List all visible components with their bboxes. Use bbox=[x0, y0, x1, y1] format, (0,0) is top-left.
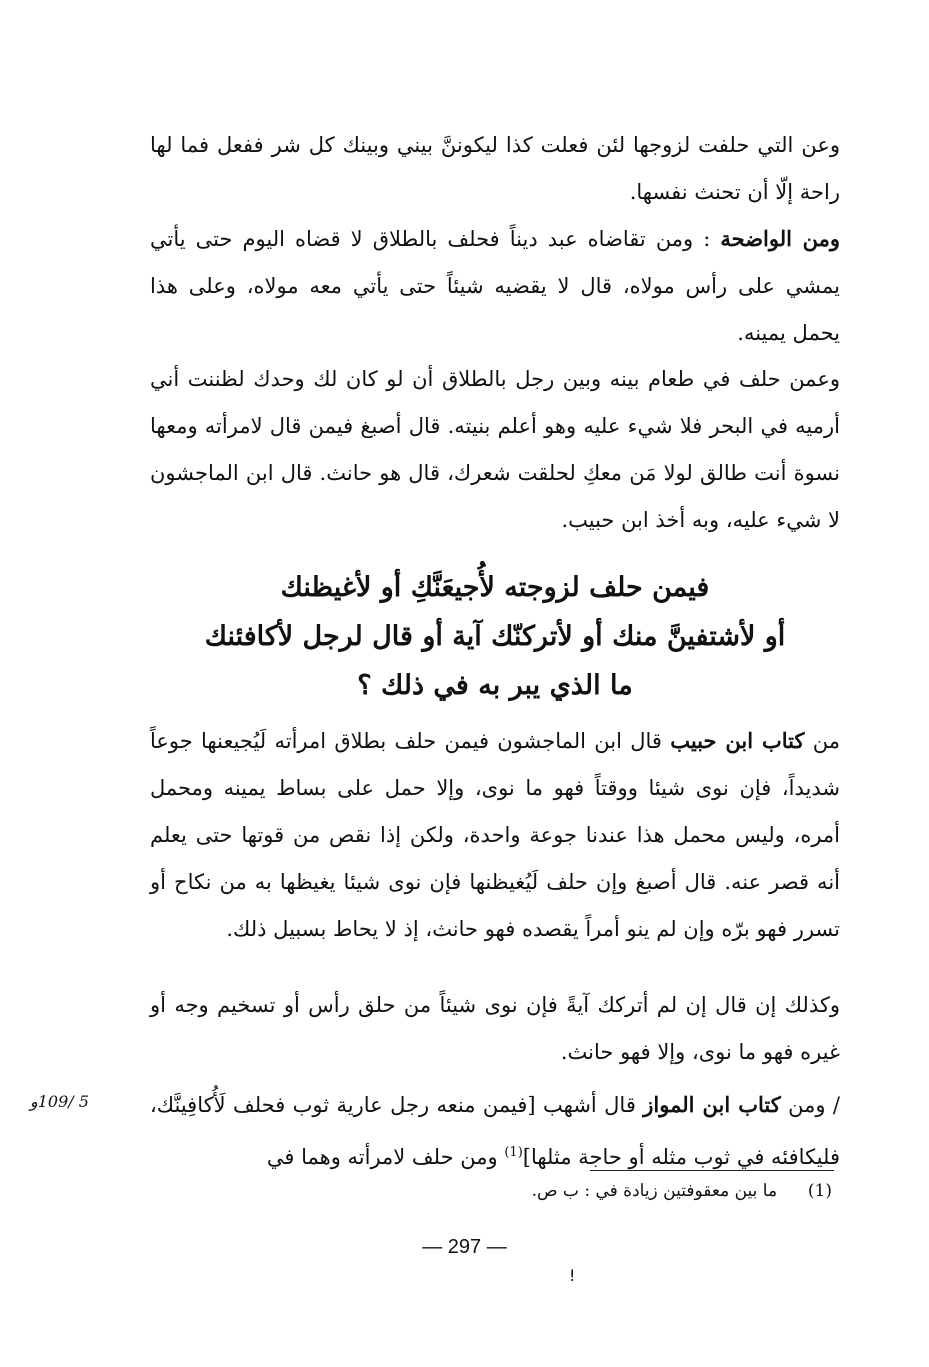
footnote-marker[interactable]: (1) bbox=[504, 1145, 523, 1160]
paragraph-3-text: وعمن حلف في طعام بينه وبين رجل بالطلاق أن لو كان لك وحدك لظننت أني أرميه في البحر فلا شيء عليه وهو أعلم بنيته. قال أصبغ فيمن قال لامرأته ومعها نسوة أنت طالق لولا مَن معكِ لحلقت شعرك، قال هو حانث. قال ابن الماجشون لا شيء عليه، وبه أخذ ابن حبيب. bbox=[150, 367, 840, 532]
paragraph-2-text: : ومن تقاضاه عبد ديناً فحلف بالطلاق لا قضاه اليوم حتى يأتي يمشي على رأس مولاه، قال لا يقضيه شيئاً حتى يأتي معه مولاه، وعلى هذا يحمل يمينه. bbox=[150, 227, 840, 345]
paragraph-6 bbox=[150, 1081, 840, 1181]
paragraph-1 bbox=[150, 122, 840, 216]
page-number: — 297 — bbox=[422, 1236, 507, 1258]
source-al-wadiha: ومن الواضحة bbox=[720, 226, 840, 251]
footnote-divider bbox=[590, 1170, 834, 1171]
paragraph-6-text: قال أشهب [فيمن منعه رجل عارية ثوب فحلف لَأُكافِينَّك، فليكافئه في ثوب مثله أو حاجة مثلها] bbox=[150, 1093, 840, 1169]
manuscript-folio-note: 5 /109و bbox=[30, 1092, 89, 1111]
source-kitab-ibn-habib: كتاب ابن حبيب bbox=[670, 728, 805, 753]
print-mark: ! bbox=[569, 1266, 576, 1285]
paragraph-4-text: قال ابن الماجشون فيمن حلف بطلاق امرأته لَيُجيعنها جوعاً شديداً، فإن نوى شيئا ووقتاً فهو ما نوى، وإلا حمل على بساط يمينه ومحمل أمره، وليس محمل هذا عندنا جوعة واحدة، ولكن إذا نقص من قوتها حتى يعلم أنه قصر عنه. قال أصبغ وإن حلف لَيُغيظنها فإن نوى شيئا يغيظها به من نكاح أو تسرر فهو برّه وإن لم ينو أمراً يقصده فهو حانث، إذ لا يحاط بسبيل ذلك. bbox=[150, 729, 840, 941]
footnote-number: (1) bbox=[807, 1181, 832, 1201]
paragraph-4-prefix: من bbox=[804, 729, 840, 753]
paragraph-3 bbox=[150, 356, 840, 544]
heading-line-2: أو لأشتفينَّ منك أو لأتركنّك آية أو قال لرجل لأكافئنك bbox=[204, 621, 786, 652]
footnote bbox=[300, 1177, 832, 1205]
paragraph-6-prefix: / ومن bbox=[780, 1093, 840, 1117]
paragraph-6-end: ومن حلف لامرأته وهما في bbox=[266, 1145, 505, 1169]
paragraph-2 bbox=[150, 215, 840, 357]
footnote-text: ما بين معقوفتين زيادة في : ب ص. bbox=[531, 1181, 778, 1201]
paragraph-5 bbox=[150, 982, 840, 1076]
source-kitab-ibn-al-mawwaz: كتاب ابن المواز bbox=[643, 1092, 781, 1117]
heading-line-3: ما الذي يبر به في ذلك ؟ bbox=[357, 670, 633, 701]
heading-line-1: فيمن حلف لزوجته لأُجيعَنَّكِ أو لأغيظنك bbox=[280, 572, 710, 603]
paragraph-1-text: وعن التي حلفت لزوجها لئن فعلت كذا ليكوننَّ بيني وبينك كل شر ففعل فما لها راحة إلّا أن تحنث نفسها. bbox=[150, 133, 840, 204]
section-heading bbox=[150, 563, 840, 710]
paragraph-4 bbox=[150, 717, 840, 953]
paragraph-5-text: وكذلك إن قال إن لم أتركك آيةً فإن نوى شيئاً من حلق رأس أو تسخيم وجه أو غيره فهو ما نوى، وإلا فهو حانث. bbox=[150, 993, 840, 1064]
